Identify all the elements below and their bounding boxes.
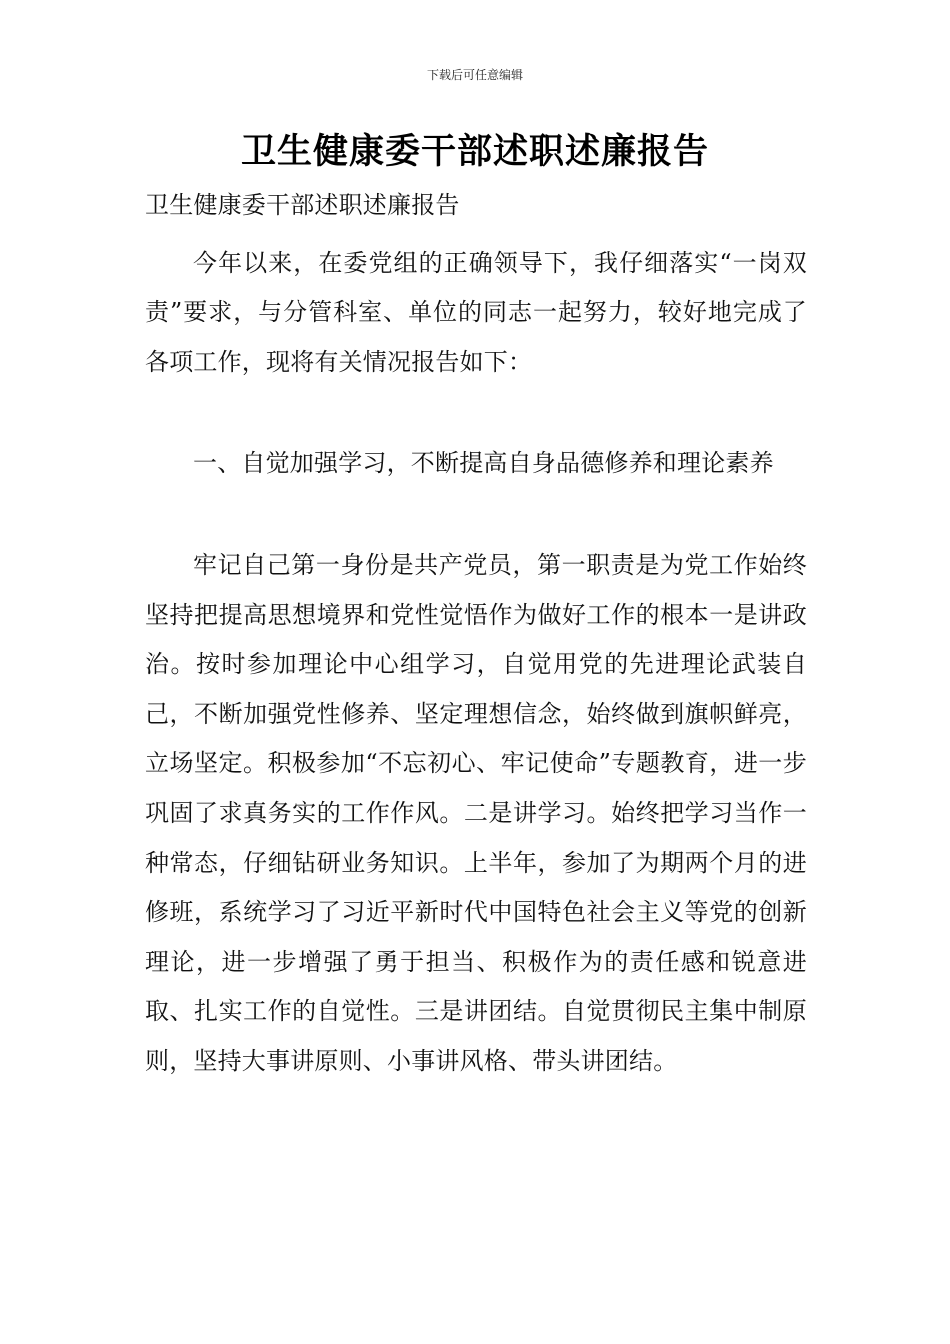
paragraph-spacer xyxy=(145,387,807,439)
document-subtitle: 卫生健康委干部述职述廉报告 xyxy=(145,191,460,219)
intro-paragraph: 今年以来，在委党组的正确领导下，我仔细落实“一岗双责”要求，与分管科室、单位的同志一起努力，较好地完成了各项工作，现将有关情况报告如下： xyxy=(145,248,807,376)
section-paragraph: 牢记自己第一身份是共产党员，第一职责是为党工作始终坚持把提高思想境界和党性觉悟作为做好工作的根本一是讲政治。按时参加理论中心组学习，自觉用党的先进理论武装自己，不断加强党性修养、坚定理想信念，始终做到旗帜鲜亮，立场坚定。积极参加“不忘初心、牢记使命”专题教育，进一步巩固了求真务实的工作作风。二是讲学习。始终把学习当作一种常态，仔细钻研业务知识。上半年，参加了为期两个月的进修班，系统学习了习近平新时代中国特色社会主义等党的创新理论，进一步增强了勇于担当、积极作为的责任感和锐意进取、扎实工作的自觉性。三是讲团结。自觉贯彻民主集中制原则，坚持大事讲原则、小事讲风格、带头讲团结。 xyxy=(145,550,807,1075)
paragraph-spacer xyxy=(145,489,807,541)
document-body xyxy=(145,181,807,1087)
section-heading: 一、自觉加强学习，不断提高自身品德修养和理论素养 xyxy=(193,449,774,478)
page-title: 卫生健康委干部述职述廉报告 xyxy=(240,132,709,172)
header-note: 下载后可任意编辑 xyxy=(426,68,523,82)
